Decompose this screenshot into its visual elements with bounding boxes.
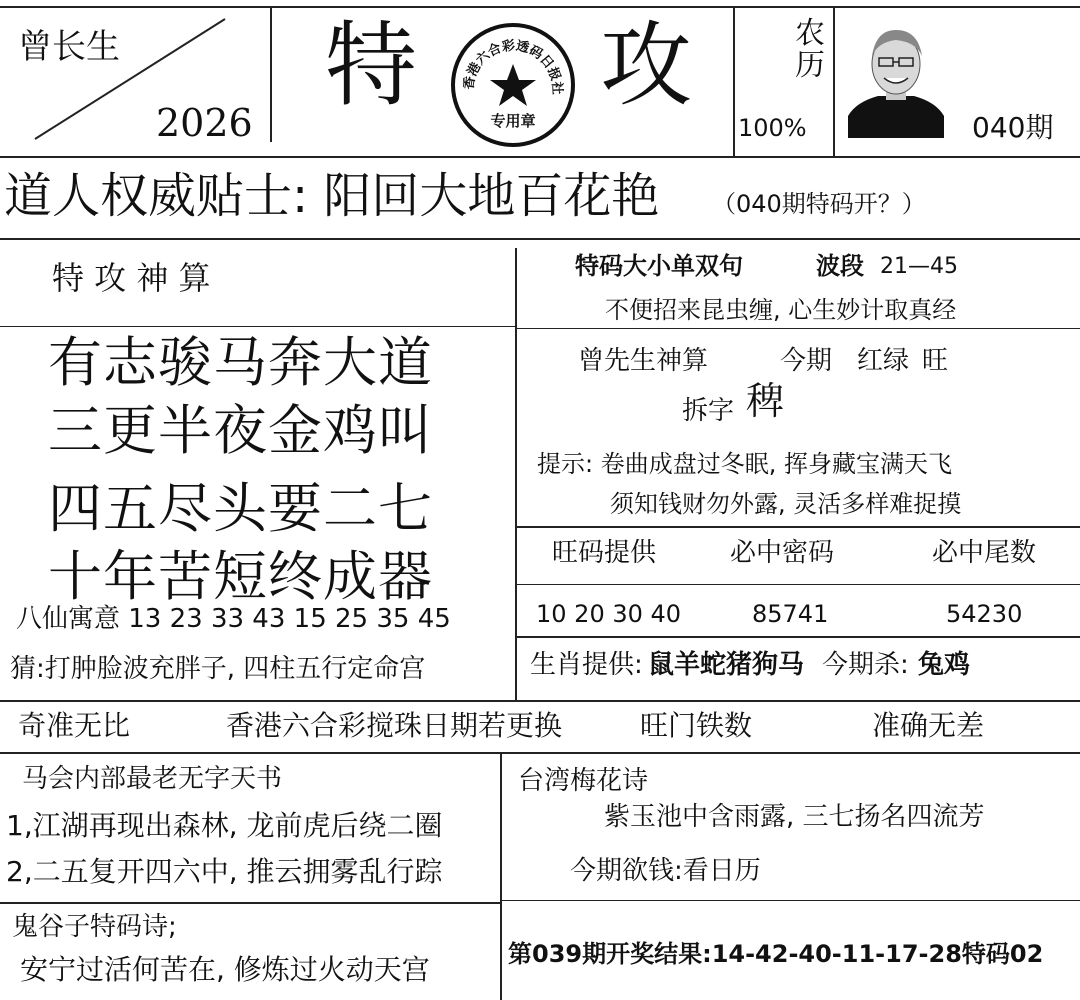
riddle: 猜:打肿脸波充胖子, 四柱五行定命宫 bbox=[10, 654, 426, 684]
headline-bottom-border bbox=[0, 238, 1080, 240]
this-issue-label: 今期 bbox=[780, 346, 833, 376]
heavenly-book-title: 马会内部最老无字天书 bbox=[22, 764, 283, 794]
middle-divider bbox=[515, 248, 517, 700]
tegong-heading: 特 攻 神 算 bbox=[52, 259, 211, 297]
percent: 100% bbox=[738, 114, 807, 142]
wang-numbers: 10 20 30 40 bbox=[536, 600, 682, 628]
zeng-label: 曾先生神算 bbox=[578, 346, 709, 376]
issue-number: 040期 bbox=[972, 111, 1054, 144]
right-rule-4 bbox=[515, 636, 1080, 638]
header-divider-2 bbox=[733, 6, 735, 156]
headline-sub: （040期特码开？） bbox=[712, 190, 926, 218]
baxian-numbers: 八仙寓意 13 23 33 43 15 25 35 45 bbox=[16, 604, 451, 634]
chaizi-label: 拆字 bbox=[682, 396, 735, 426]
right-rule-1 bbox=[515, 328, 1080, 329]
lunar-label: 农历 bbox=[795, 16, 825, 83]
hint-line-1: 提示: 卷曲成盘过冬眠, 挥身藏宝满天飞 bbox=[537, 450, 952, 478]
banner-item-2: 香港六合彩搅珠日期若更换 bbox=[226, 709, 563, 742]
seal-stamp-icon bbox=[448, 20, 578, 150]
col-header-tail: 必中尾数 bbox=[932, 538, 1037, 568]
te-code-title: 特码大小单双句 bbox=[575, 252, 743, 280]
headline-main: 道人权威贴士: 阳回大地百花艳 bbox=[4, 168, 660, 224]
bottom-right-rule bbox=[500, 900, 1080, 901]
seal-bottom-text: 专用章 bbox=[490, 112, 536, 130]
top-border bbox=[0, 6, 1080, 8]
wave-label: 波段 bbox=[816, 252, 864, 280]
poem-line-3: 四五尽头要二七 bbox=[48, 477, 433, 540]
kill-label: 今期杀: bbox=[822, 650, 909, 680]
guigu-poem: 安宁过活何苦在, 修炼过火动天宫 bbox=[20, 953, 430, 986]
tail-numbers: 54230 bbox=[946, 600, 1023, 628]
banner-item-1: 奇准无比 bbox=[18, 709, 131, 742]
col-header-wang: 旺码提供 bbox=[552, 538, 657, 568]
portrait-avatar bbox=[846, 22, 946, 138]
header-divider-1 bbox=[270, 6, 272, 142]
kill-value: 兔鸡 bbox=[918, 650, 971, 680]
meihua-poem: 紫玉池中含雨露, 三七扬名四流芳 bbox=[604, 802, 985, 832]
poem-line-4: 十年苦短终成器 bbox=[48, 545, 433, 608]
bottom-divider bbox=[500, 752, 502, 1000]
wang-value: 旺 bbox=[922, 346, 949, 376]
heavenly-book-line-2: 2,二五复开四六中, 推云拥雾乱行踪 bbox=[6, 855, 443, 888]
banner-bottom-border bbox=[0, 752, 1080, 754]
poem-line-2: 三更半夜金鸡叫 bbox=[48, 399, 433, 462]
seal-top-text: 香港六合彩透码日报社 bbox=[461, 38, 565, 95]
zodiac-label: 生肖提供: bbox=[530, 650, 643, 680]
right-rule-3 bbox=[515, 584, 1080, 585]
color-value: 红绿 bbox=[857, 346, 910, 376]
money-hint: 今期欲钱:看日历 bbox=[570, 856, 761, 886]
chaizi-char: 稗 bbox=[746, 379, 785, 423]
title-gong: 攻 bbox=[600, 12, 693, 119]
guigu-title: 鬼谷子特码诗; bbox=[12, 912, 177, 942]
hint-line-2: 须知钱财勿外露, 灵活多样难捉摸 bbox=[610, 490, 962, 518]
zodiac-value: 鼠羊蛇猪狗马 bbox=[648, 650, 805, 680]
banner-top-border bbox=[0, 700, 1080, 702]
secret-code: 85741 bbox=[752, 600, 829, 628]
year: 2026 bbox=[156, 101, 253, 145]
heavenly-book-line-1: 1,江湖再现出森林, 龙前虎后绕二圈 bbox=[6, 809, 443, 842]
meihua-title: 台湾梅花诗 bbox=[518, 766, 649, 796]
right-rule-2 bbox=[515, 526, 1080, 528]
header-bottom-border bbox=[0, 156, 1080, 158]
author-name: 曾长生 bbox=[18, 27, 120, 67]
banner-item-3: 旺门铁数 bbox=[640, 709, 753, 742]
header-divider-3 bbox=[833, 6, 835, 156]
banner-item-4: 准确无差 bbox=[872, 709, 985, 742]
draw-result: 第039期开奖结果:14-42-40-11-17-28特码02 bbox=[508, 940, 1044, 968]
bottom-left-rule bbox=[0, 902, 500, 904]
left-heading-rule bbox=[0, 326, 515, 327]
wave-range: 21—45 bbox=[880, 254, 958, 279]
te-code-couplet: 不便招来昆虫缠, 心生妙计取真经 bbox=[605, 296, 957, 324]
title-te: 特 bbox=[325, 12, 418, 119]
col-header-code: 必中密码 bbox=[730, 538, 835, 568]
poem-line-1: 有志骏马奔大道 bbox=[48, 331, 433, 394]
